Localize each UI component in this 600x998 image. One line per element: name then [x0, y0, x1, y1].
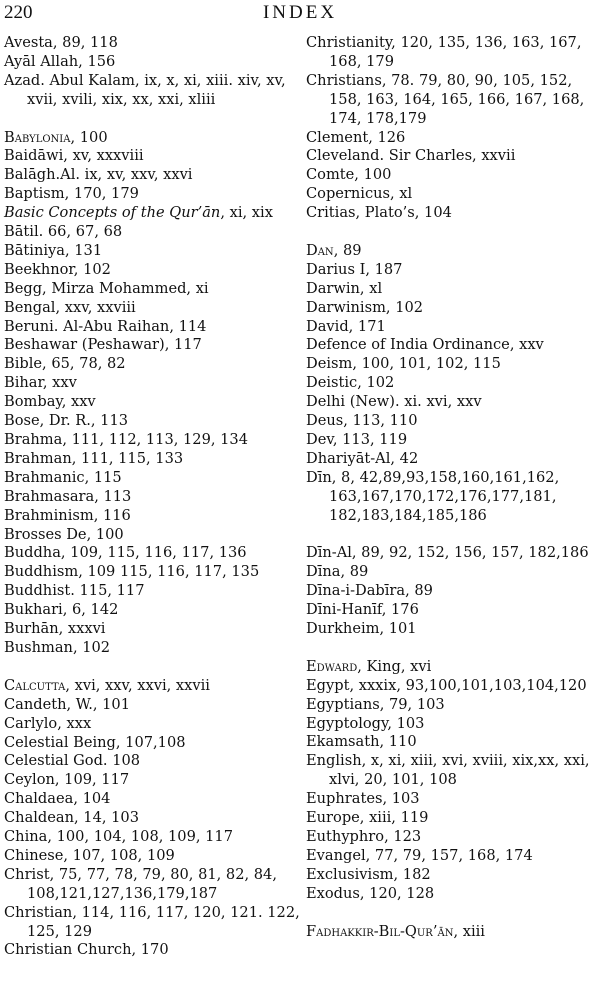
page-number: 220	[4, 2, 33, 23]
section-gap	[306, 526, 600, 545]
index-entry: Baptism, 170, 179	[4, 185, 139, 203]
index-entry: Dīna, 89	[306, 563, 369, 581]
index-entry: Bihar, xxv	[4, 374, 77, 392]
index-entry: Darwinism, 102	[306, 298, 424, 316]
index-column-left	[4, 34, 300, 960]
section-gap	[4, 658, 300, 677]
index-entry: Celestial Being, 107,108	[4, 733, 186, 751]
index-entry: Brahmasara, 113	[4, 487, 132, 505]
index-entry: Euthyphro, 123	[306, 828, 422, 846]
index-entry: Deus, 113, 110	[306, 412, 418, 430]
index-entry: Delhi (New). xi. xvi, xxv	[306, 393, 482, 411]
index-entry: Darius I, 187	[306, 260, 403, 278]
index-entry: Deism, 100, 101, 102, 115	[306, 355, 501, 373]
index-entry: Dhariyāt-Al, 42	[306, 449, 419, 467]
index-entry: Chinese, 107, 108, 109	[4, 846, 175, 864]
index-entry: Dan, 89	[306, 241, 362, 259]
index-entry: David, 171	[306, 317, 386, 335]
index-entry: Ayāl Allah, 156	[4, 52, 116, 70]
index-entry: Chaldaea, 104	[4, 790, 111, 808]
index-entry: Christ, 75, 77, 78, 79, 80, 81, 82, 84, 108,121,127,136,179,187	[4, 865, 277, 902]
index-entry: Brahma, 111, 112, 113, 129, 134	[4, 431, 249, 449]
index-entry: Defence of India Ordinance, xxv	[306, 336, 544, 354]
index-entry: Buddha, 109, 115, 116, 117, 136	[4, 544, 247, 562]
index-entry: Basic Concepts of the Qur’ān, xi, xix	[4, 204, 273, 222]
index-entry: Copernicus, xl	[306, 185, 413, 203]
index-entry: Dīn, 8, 42,89,93,158,160,161,162, 163,167,170,172,176,177,181, 182,183,184,185,186	[306, 468, 560, 524]
index-entry: Ceylon, 109, 117	[4, 771, 130, 789]
index-entry: Europe, xiii, 119	[306, 809, 429, 827]
index-column-right	[306, 34, 600, 941]
index-entry: Dīn-Al, 89, 92, 152, 156, 157, 182,186	[306, 544, 589, 562]
index-entry: Egyptians, 79, 103	[306, 695, 445, 713]
index-entry: Durkheim, 101	[306, 620, 417, 638]
index-entry: Christian Church, 170	[4, 941, 169, 959]
index-entry: Exodus, 120, 128	[306, 884, 435, 902]
index-entry: Candeth, W., 101	[4, 695, 131, 713]
index-entry: Fadhakkir-Bil-Qur’ān, xiii	[306, 922, 485, 940]
index-entry: China, 100, 104, 108, 109, 117	[4, 828, 233, 846]
section-gap	[306, 904, 600, 923]
index-entry: Darwin, xl	[306, 279, 383, 297]
index-entry: Bose, Dr. R., 113	[4, 412, 129, 430]
index-entry: Euphrates, 103	[306, 790, 420, 808]
index-entry: Brosses De, 100	[4, 525, 124, 543]
index-entry: Chaldean, 14, 103	[4, 809, 139, 827]
index-entry: Edward, King, xvi	[306, 657, 432, 675]
index-entry: Bible, 65, 78, 82	[4, 355, 126, 373]
index-entry: Babylonia, 100	[4, 128, 108, 146]
section-gap	[306, 223, 600, 242]
index-entry: Clement, 126	[306, 128, 406, 146]
index-entry: Christianity, 120, 135, 136, 163, 167, 168, 179	[306, 34, 582, 70]
index-entry: Celestial God. 108	[4, 752, 141, 770]
index-entry: Bātil. 66, 67, 68	[4, 223, 123, 241]
index-entry: Dīna-i-Dabīra, 89	[306, 582, 433, 600]
index-entry: Beekhnor, 102	[4, 260, 111, 278]
index-entry: Exclusivism, 182	[306, 865, 431, 883]
index-entry: Egyptology, 103	[306, 714, 425, 732]
index-entry: Begg, Mirza Mohammed, xi	[4, 279, 209, 297]
index-entry: Beshawar (Peshawar), 117	[4, 336, 202, 354]
section-gap	[306, 639, 600, 658]
index-entry: Balāgh.Al. ix, xv, xxv, xxvi	[4, 166, 193, 184]
index-entry: Bengal, xxv, xxviii	[4, 298, 136, 316]
index-entry: Avesta, 89, 118	[4, 34, 118, 51]
index-entry: Bushman, 102	[4, 638, 111, 656]
index-entry: Ekamsath, 110	[306, 733, 417, 751]
index-entry: Egypt, xxxix, 93,100,101,103,104,120	[306, 676, 587, 694]
index-entry: Calcutta, xvi, xxv, xxvi, xxvii	[4, 676, 210, 694]
index-entry: Brahman, 111, 115, 133	[4, 449, 184, 467]
index-entry: Deistic, 102	[306, 374, 395, 392]
index-entry: Brahminism, 116	[4, 506, 131, 524]
index-entry: Comte, 100	[306, 166, 392, 184]
index-entry: Evangel, 77, 79, 157, 168, 174	[306, 846, 533, 864]
index-entry: English, x, xi, xiii, xvi, xviii, xix,xx, xxi, xlvi, 20, 101, 108	[306, 752, 590, 789]
index-entry: Christian, 114, 116, 117, 120, 121. 122, 125, 129	[4, 903, 300, 940]
index-entry: Brahmanic, 115	[4, 468, 122, 486]
index-entry: Azad. Abul Kalam, ix, x, xi, xiii. xiv, xv, xvii, xvili, xix, xx, xxi, xliii	[4, 71, 286, 108]
index-entry: Christians, 78. 79, 80, 90, 105, 152, 158, 163, 164, 165, 166, 167, 168, 174, 178,179	[306, 71, 585, 127]
index-entry: Buddhism, 109 115, 116, 117, 135	[4, 563, 260, 581]
index-entry: Buddhist. 115, 117	[4, 582, 145, 600]
index-entry: Carlylo, xxx	[4, 714, 92, 732]
index-entry: Dev, 113, 119	[306, 431, 408, 449]
index-entry: Burhān, xxxvi	[4, 620, 106, 638]
running-head: INDEX	[262, 2, 338, 23]
index-entry: Beruni. Al-Abu Raihan, 114	[4, 317, 207, 335]
index-entry: Bombay, xxv	[4, 393, 96, 411]
index-entry: Cleveland. Sir Charles, xxvii	[306, 147, 516, 165]
index-entry: Baidāwi, xv, xxxviii	[4, 147, 144, 165]
index-entry: Bukhari, 6, 142	[4, 601, 119, 619]
index-entry: Bātiniya, 131	[4, 241, 103, 259]
index-entry: Critias, Plato’s, 104	[306, 204, 452, 222]
index-entry: Dīni-Hanīf, 176	[306, 601, 419, 619]
section-gap	[4, 110, 300, 129]
